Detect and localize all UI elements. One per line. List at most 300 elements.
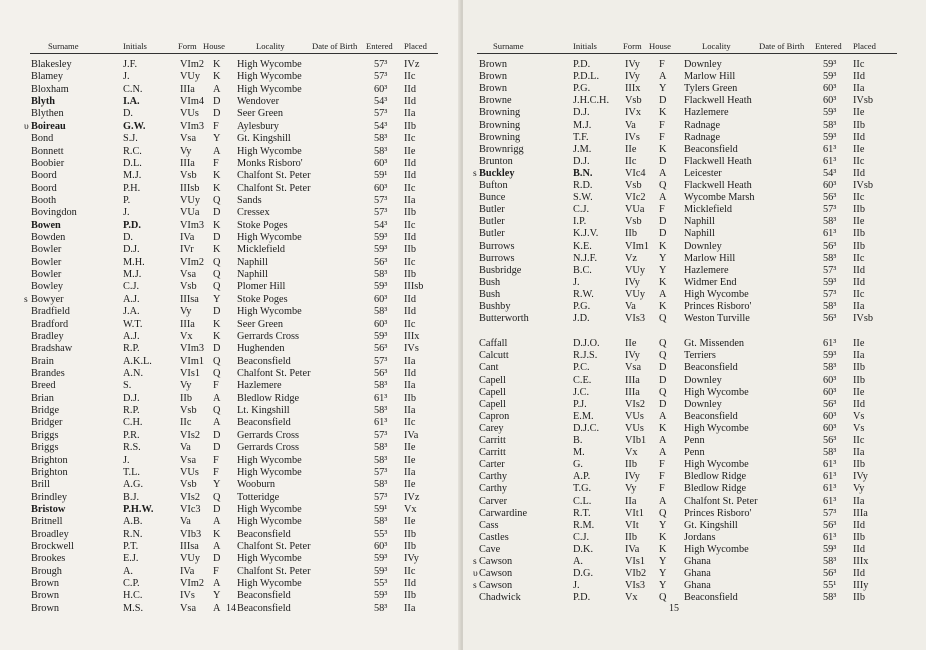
form-cell: VIm4 — [180, 96, 205, 108]
form-cell: IVs — [180, 590, 195, 602]
placed-cell: IIe — [404, 454, 416, 466]
table-row — [463, 508, 926, 520]
surname-cell: Burrows — [479, 240, 515, 252]
locality-cell: Chalfont St. Peter — [237, 541, 311, 553]
entered-cell: 59¹ — [374, 503, 388, 515]
header-initials: Initials — [123, 41, 147, 51]
table-row — [0, 133, 462, 145]
surname-cell: Buckley — [479, 167, 515, 179]
initials-cell: A.K.L. — [123, 355, 152, 367]
form-cell: Vsa — [180, 602, 197, 614]
house-cell: Y — [659, 83, 667, 95]
surname-cell: Cant — [479, 362, 499, 374]
house-cell: Y — [659, 519, 667, 531]
house-cell: D — [213, 207, 221, 219]
form-cell: VUs — [625, 410, 644, 422]
entered-cell: 58³ — [374, 405, 388, 417]
table-row — [463, 168, 926, 180]
form-cell: VUs — [625, 422, 644, 434]
form-cell: IVa — [180, 232, 195, 244]
locality-cell: Beaconsfield — [237, 590, 291, 602]
form-cell: IVy — [625, 350, 640, 362]
surname-cell: Carritt — [479, 435, 506, 446]
initials-cell: A.G. — [123, 479, 144, 491]
house-cell: Q — [213, 269, 221, 281]
form-cell: VIs1 — [180, 368, 201, 379]
table-row — [463, 435, 926, 447]
locality-cell: Beaconsfield — [237, 528, 291, 540]
initials-cell: J. — [123, 207, 130, 219]
header-entered: Entered — [815, 41, 842, 51]
locality-cell: High Wycombe — [237, 578, 302, 590]
initials-cell: B.N. — [573, 167, 593, 179]
placed-cell: IIe — [853, 107, 865, 119]
locality-cell: High Wycombe — [684, 386, 749, 398]
placed-cell: IIIx — [404, 330, 420, 342]
placed-cell: IId — [404, 83, 417, 95]
house-cell: F — [213, 380, 219, 392]
locality-cell: Naphill — [684, 228, 715, 240]
house-cell: F — [213, 466, 219, 478]
mark-cell: s — [473, 581, 477, 592]
initials-cell: R.T. — [573, 507, 591, 519]
initials-cell: G. — [573, 459, 584, 471]
initials-cell: R.P. — [123, 405, 140, 417]
initials-cell: W.T. — [123, 318, 143, 330]
placed-cell: IIe — [853, 216, 865, 228]
locality-cell: Micklefield — [237, 244, 286, 256]
form-cell: Vy — [180, 145, 192, 157]
house-cell: D — [213, 442, 221, 454]
initials-cell: J.D. — [573, 313, 590, 325]
house-cell: D — [659, 216, 667, 228]
placed-cell: IVz — [404, 491, 420, 503]
locality-cell: Beaconsfield — [237, 602, 291, 614]
locality-cell: Wendover — [237, 96, 280, 108]
form-cell: IIb — [625, 459, 638, 471]
entered-cell: 61³ — [374, 417, 388, 429]
surname-cell: Broadley — [31, 528, 69, 540]
placed-cell: IIc — [404, 133, 416, 145]
house-cell: D — [659, 95, 667, 107]
surname-cell: Brockwell — [31, 541, 74, 553]
initials-cell: D.L. — [123, 157, 142, 169]
initials-cell: I.P. — [573, 216, 587, 228]
locality-cell: Stoke Poges — [237, 293, 288, 305]
placed-cell: IIc — [404, 71, 416, 83]
form-cell: VIm3 — [180, 219, 205, 231]
entered-cell: 58³ — [374, 380, 388, 392]
initials-cell: T.F. — [573, 131, 589, 143]
surname-cell: Bovingdon — [31, 207, 77, 219]
surname-cell: Bridger — [31, 417, 63, 429]
house-cell: A — [659, 447, 667, 459]
placed-cell: IId — [404, 157, 417, 169]
surname-cell: Bowler — [31, 244, 62, 256]
table-row — [0, 479, 462, 491]
entered-cell: 57³ — [823, 204, 837, 216]
house-cell: D — [213, 553, 221, 565]
form-cell: VIs2 — [180, 491, 201, 503]
entered-cell: 58³ — [823, 216, 837, 228]
house-cell: K — [659, 422, 667, 434]
house-cell: D — [213, 429, 221, 441]
house-cell: Q — [213, 355, 221, 367]
table-row — [463, 192, 926, 204]
house-cell: D — [213, 306, 221, 318]
surname-cell: Boord — [31, 182, 57, 194]
entered-cell: 61³ — [823, 228, 837, 240]
entered-cell: 60³ — [823, 374, 837, 386]
surname-cell: Browne — [479, 95, 512, 107]
initials-cell: R.W. — [573, 288, 594, 300]
entered-cell: 54³ — [374, 219, 388, 231]
surname-cell: Brindley — [31, 491, 68, 503]
entered-cell: 58³ — [374, 454, 388, 466]
entered-cell: 54³ — [374, 120, 388, 132]
entered-cell: 57³ — [374, 491, 388, 503]
locality-cell: Terriers — [684, 350, 716, 362]
table-row — [0, 331, 462, 343]
form-cell: Vx — [625, 592, 638, 604]
surname-cell: Briggs — [31, 442, 59, 454]
locality-cell: High Wycombe — [684, 422, 749, 434]
initials-cell: C.J. — [123, 281, 140, 293]
surname-cell: Bradfield — [31, 306, 70, 318]
form-cell: IIIsa — [180, 293, 199, 305]
placed-cell: IId — [853, 167, 866, 179]
right-page — [463, 0, 926, 650]
locality-cell: Downley — [684, 59, 722, 70]
header-entered: Entered — [366, 41, 393, 51]
initials-cell: D. — [123, 232, 134, 244]
locality-cell: Flackwell Heath — [684, 155, 752, 167]
house-cell: D — [659, 398, 667, 410]
locality-cell: Ghana — [684, 580, 711, 592]
form-cell: Vsa — [625, 362, 642, 374]
surname-cell: Burrows — [479, 252, 515, 264]
house-cell: F — [659, 471, 665, 483]
initials-cell: P.G. — [573, 83, 591, 95]
surname-cell: Brighton — [31, 466, 68, 478]
surname-cell: Cawson — [479, 556, 513, 567]
house-cell: Q — [213, 194, 221, 206]
form-cell: Va — [625, 301, 636, 312]
placed-cell: IIb — [404, 590, 417, 602]
table-row — [463, 338, 926, 350]
entered-cell: 56³ — [823, 519, 837, 531]
entered-cell: 60³ — [374, 182, 388, 194]
placed-cell: IIc — [853, 59, 865, 70]
form-cell: Vz — [625, 252, 638, 264]
initials-cell: G.W. — [123, 120, 146, 132]
locality-cell: Seer Green — [237, 108, 284, 120]
surname-cell: Bond — [31, 133, 54, 145]
placed-cell: IIe — [853, 386, 865, 398]
placed-cell: IId — [404, 293, 417, 305]
form-cell: IVy — [625, 71, 640, 83]
placed-cell: Vy — [853, 483, 865, 495]
locality-cell: Beaconsfield — [684, 410, 738, 422]
locality-cell: Aylesbury — [237, 120, 279, 132]
table-row — [0, 306, 462, 318]
table-row — [463, 120, 926, 132]
table-row — [0, 541, 462, 553]
surname-cell: Capell — [479, 398, 506, 410]
initials-cell: J.M. — [573, 143, 592, 155]
initials-cell: M.S. — [123, 602, 144, 614]
table-row — [0, 71, 462, 83]
table-row — [0, 417, 462, 429]
form-cell: Vsb — [625, 216, 642, 228]
placed-cell: IIe — [404, 442, 416, 454]
table-row — [0, 578, 462, 590]
entered-cell: 57³ — [823, 507, 837, 519]
mark-cell: υ — [24, 121, 29, 132]
house-cell: A — [659, 410, 667, 422]
initials-cell: A. — [573, 556, 584, 567]
form-cell: Vsb — [625, 95, 642, 107]
placed-cell: IIb — [853, 362, 866, 374]
form-cell: IIb — [625, 531, 638, 543]
surname-cell: Calcutt — [479, 350, 509, 362]
house-cell: F — [659, 483, 665, 495]
form-cell: VIc2 — [625, 192, 646, 204]
surname-cell: Boireau — [31, 120, 66, 132]
locality-cell: Jordans — [684, 531, 716, 543]
entered-cell: 61³ — [823, 338, 837, 350]
house-cell: Q — [659, 338, 667, 350]
surname-cell: Cass — [479, 519, 499, 531]
entered-cell: 56³ — [823, 192, 837, 204]
page-number: 15 — [669, 603, 679, 614]
surname-cell: Cave — [479, 543, 501, 555]
header-initials: Initials — [573, 41, 597, 51]
surname-cell: Briggs — [31, 429, 59, 441]
house-cell: A — [213, 516, 221, 528]
surname-cell: Brough — [31, 565, 62, 577]
initials-cell: D.K. — [573, 543, 594, 555]
header-placed: Placed — [404, 41, 427, 51]
entered-cell: 58³ — [823, 301, 837, 312]
house-cell: Q — [213, 491, 221, 503]
placed-cell: IId — [853, 398, 866, 410]
surname-cell: Bush — [479, 288, 501, 300]
placed-cell: IIa — [853, 447, 865, 459]
form-cell: VIs2 — [180, 429, 201, 441]
entered-cell: 58³ — [374, 145, 388, 157]
initials-cell: T.G. — [573, 483, 592, 495]
entered-cell: 59³ — [823, 71, 837, 83]
placed-cell: IIIx — [853, 556, 869, 567]
initials-cell: S. — [123, 380, 132, 392]
header-house: House — [649, 41, 671, 51]
surname-cell: Blyth — [31, 96, 56, 108]
table-row — [463, 301, 926, 313]
locality-cell: High Wycombe — [237, 503, 302, 515]
entered-cell: 59³ — [374, 565, 388, 577]
form-cell: IIIa — [180, 157, 195, 169]
form-cell: IIIsa — [180, 541, 199, 553]
locality-cell: High Wycombe — [684, 543, 749, 555]
entered-cell: 58³ — [823, 252, 837, 264]
house-cell: K — [659, 240, 667, 252]
form-cell: VUy — [625, 264, 646, 276]
entered-cell: 60³ — [374, 541, 388, 553]
form-cell: VUa — [625, 204, 645, 216]
surname-cell: Bufton — [479, 180, 508, 191]
table-row — [463, 241, 926, 253]
table-row — [463, 95, 926, 107]
initials-cell: A.J. — [123, 330, 140, 342]
initials-cell: C.N. — [123, 83, 143, 95]
table-row — [0, 294, 462, 306]
placed-cell: IIc — [404, 182, 416, 194]
initials-cell: K.E. — [573, 240, 592, 252]
placed-cell: IIc — [404, 417, 416, 429]
table-row — [0, 405, 462, 417]
house-cell: Q — [659, 592, 667, 604]
form-cell: VUy — [180, 553, 201, 565]
surname-cell: Bradford — [31, 318, 69, 330]
surname-cell: Capell — [479, 386, 506, 398]
initials-cell: J. — [123, 454, 130, 466]
surname-cell: Blythen — [31, 108, 64, 120]
house-cell: K — [659, 143, 667, 155]
header-form: Form — [178, 41, 197, 51]
entered-cell: 60³ — [374, 293, 388, 305]
entered-cell: 59³ — [823, 131, 837, 143]
house-cell: A — [213, 602, 221, 614]
surname-cell: Bradshaw — [31, 343, 73, 355]
placed-cell: IId — [853, 264, 866, 276]
initials-cell: P.H.W. — [123, 503, 154, 515]
initials-cell: P.T. — [123, 541, 139, 553]
entered-cell: 58³ — [374, 442, 388, 454]
placed-cell: IIc — [853, 288, 865, 300]
form-cell: IVs — [625, 131, 640, 143]
locality-cell: Gerrards Cross — [237, 330, 300, 342]
surname-cell: Capell — [479, 374, 506, 386]
locality-cell: Gt. Missenden — [684, 338, 745, 350]
table-row — [463, 71, 926, 83]
placed-cell: IIb — [853, 459, 866, 471]
form-cell: VIt — [625, 519, 639, 531]
placed-cell: IId — [853, 131, 866, 143]
form-cell: VIm2 — [180, 59, 205, 70]
placed-cell: IIIy — [853, 580, 869, 592]
locality-cell: Gt. Kingshill — [237, 133, 291, 145]
surname-cell: Castles — [479, 531, 509, 543]
house-cell: A — [213, 578, 221, 590]
initials-cell: E.M. — [573, 410, 594, 422]
placed-cell: IId — [853, 568, 866, 580]
initials-cell: R.N. — [123, 528, 143, 540]
form-cell: VIm2 — [180, 578, 205, 590]
house-cell: Q — [213, 281, 221, 293]
house-cell: A — [213, 145, 221, 157]
house-cell: A — [659, 71, 667, 83]
entered-cell: 59³ — [823, 350, 837, 362]
form-cell: VIm1 — [180, 355, 205, 367]
initials-cell: P.D. — [573, 59, 591, 70]
table-row — [463, 156, 926, 168]
surname-cell: Browning — [479, 119, 521, 131]
initials-cell: M.J. — [123, 269, 142, 281]
house-cell: Y — [659, 264, 667, 276]
placed-cell: IId — [404, 96, 417, 108]
surname-cell: Cawson — [479, 580, 513, 592]
entered-cell: 57³ — [374, 466, 388, 478]
placed-cell: IIc — [853, 155, 865, 167]
initials-cell: R.S. — [123, 442, 141, 454]
form-cell: Vy — [625, 483, 637, 495]
header-surname: Surname — [493, 41, 524, 51]
entered-cell: 60³ — [823, 180, 837, 191]
locality-cell: Beaconsfield — [237, 355, 291, 367]
entered-cell: 59³ — [823, 59, 837, 70]
table-row — [0, 430, 462, 442]
initials-cell: C.J. — [573, 204, 590, 216]
entered-cell: 60³ — [823, 410, 837, 422]
table-row — [463, 253, 926, 265]
table-row — [463, 375, 926, 387]
locality-cell: Leicester — [684, 167, 722, 179]
initials-cell: A.N. — [123, 368, 144, 379]
form-cell: IVy — [625, 471, 640, 483]
table-row — [0, 492, 462, 504]
entered-cell: 57³ — [374, 108, 388, 120]
mark-cell: s — [24, 294, 28, 305]
placed-cell: IId — [404, 306, 417, 318]
house-cell: A — [213, 541, 221, 553]
table-row — [463, 216, 926, 228]
initials-cell: S.J. — [123, 133, 138, 145]
entered-cell: 58³ — [374, 306, 388, 318]
table-row — [0, 281, 462, 293]
table-row — [0, 380, 462, 392]
initials-cell: S.W. — [573, 192, 593, 204]
table-row — [0, 195, 462, 207]
initials-cell: J.H.C.H. — [573, 95, 610, 107]
surname-cell: Butler — [479, 216, 505, 228]
form-cell: IIIa — [625, 374, 640, 386]
form-cell: Vx — [625, 447, 638, 459]
entered-cell: 56³ — [823, 240, 837, 252]
entered-cell: 55³ — [374, 528, 388, 540]
house-cell: Q — [659, 507, 667, 519]
entered-cell: 60³ — [374, 157, 388, 169]
locality-cell: Stoke Poges — [237, 219, 288, 231]
house-cell: D — [213, 96, 221, 108]
form-cell: IVa — [625, 543, 640, 555]
placed-cell: IIa — [404, 380, 416, 392]
form-cell: IIc — [625, 155, 637, 167]
surname-cell: Booth — [31, 194, 57, 206]
surname-cell: Carthy — [479, 471, 508, 483]
table-row — [463, 83, 926, 95]
locality-cell: Princes Risboro' — [684, 301, 752, 312]
initials-cell: P.D. — [123, 219, 141, 231]
initials-cell: M.H. — [123, 256, 145, 268]
surname-cell: Bush — [479, 276, 501, 288]
surname-cell: Chadwick — [479, 592, 521, 604]
initials-cell: J. — [573, 276, 580, 288]
form-cell: VUs — [180, 466, 199, 478]
table-row — [463, 399, 926, 411]
locality-cell: Flackwell Heath — [684, 180, 752, 191]
initials-cell: P.D.L. — [573, 71, 600, 83]
